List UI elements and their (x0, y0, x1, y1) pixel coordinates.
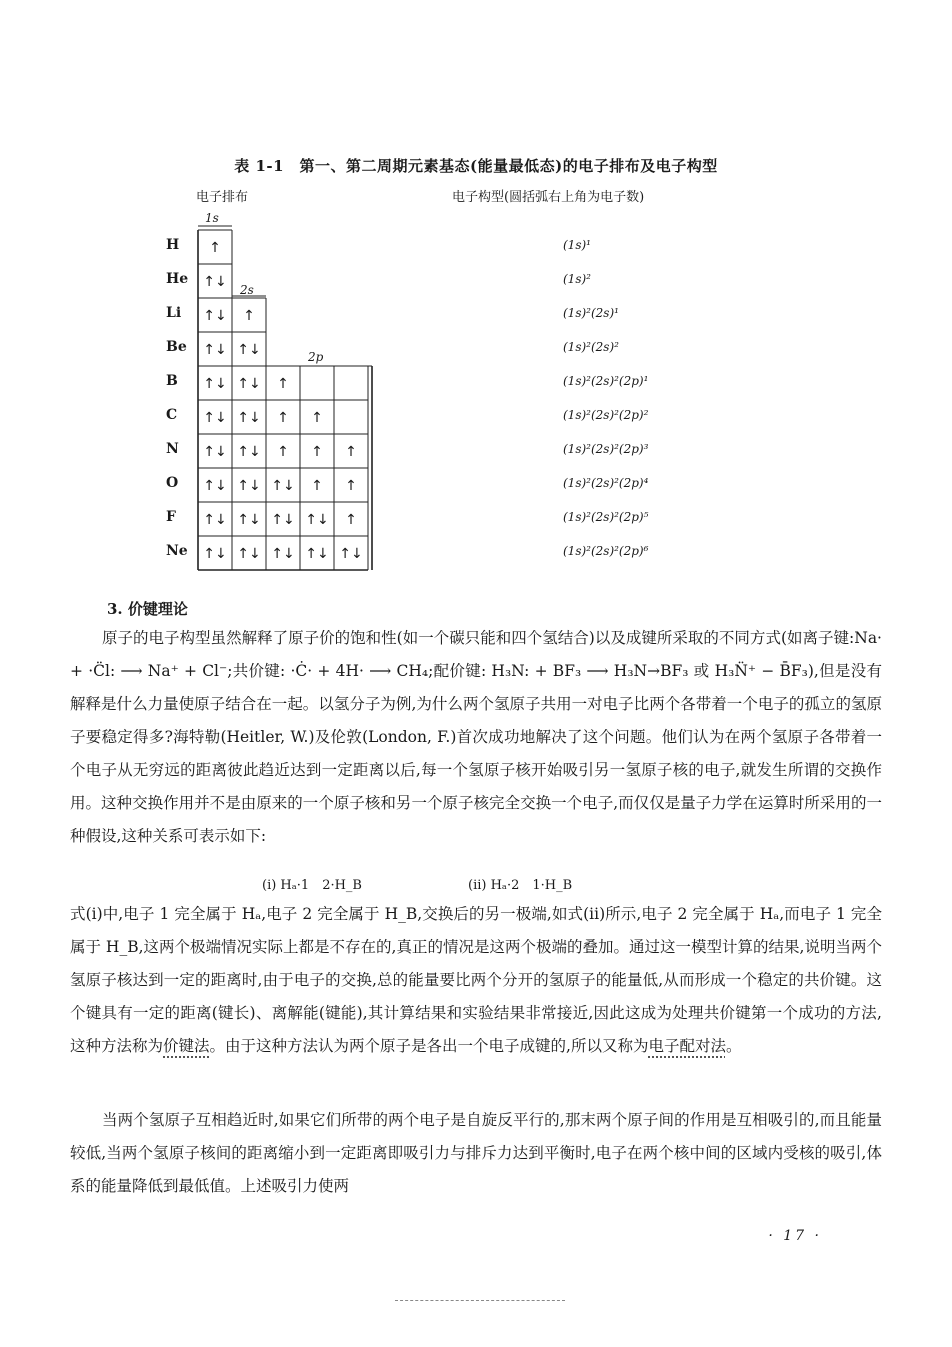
orbital-box-electrons: ↑ (345, 444, 357, 460)
paragraph-2-text-a: 式(i)中,电子 1 完全属于 Hₐ,电子 2 完全属于 H_B,交换后的另一极端,如式(ii)所示,电子 2 完全属于 Hₐ,而电子 1 完全属于 H_B,这两个极端情况实际上都是不存在的,真正的情况是这两个极端的叠加。通过这一模型计算的结果,说明当两个氢原子核达到一定的距离时,由于电子的交换,总的能量要比两个分开的氢原子的能量低,从而形成一个稳定的共价键。这个键具有一定的距离(键长)、离解能(键能),其计算结果和实验结果非常接近,因此这成为处理共价键第一个成功的方法,这种方法称为 (70, 905, 882, 1055)
electron-configuration: (1s)²(2s)¹ (563, 306, 619, 320)
orbital-box-electrons: ↑ (277, 376, 289, 392)
orbital-box-electrons: ↑↓ (237, 512, 261, 528)
element-symbol: He (166, 271, 189, 287)
electron-configuration: (1s)²(2s)²(2p)³ (563, 442, 649, 456)
orbital-box-electrons: ↑↓ (237, 546, 261, 562)
element-symbol: B (166, 373, 178, 389)
orbital-label-2s: 2s (240, 283, 254, 297)
electron-configuration: (1s)²(2s)²(2p)⁴ (563, 476, 649, 490)
electron-configuration: (1s)¹ (563, 238, 591, 252)
orbital-box-electrons: ↑ (277, 410, 289, 426)
orbital-box-electrons: ↑↓ (203, 274, 227, 290)
orbital-box-electrons: ↑↓ (203, 478, 227, 494)
element-symbol: Ne (166, 543, 188, 559)
orbital-box-electrons: ↑↓ (237, 444, 261, 460)
orbital-box-electrons: ↑↓ (271, 478, 295, 494)
element-symbol: O (166, 475, 179, 491)
electron-configuration: (1s)²(2s)²(2p)¹ (563, 374, 649, 388)
page-number: · 17 · (768, 1228, 822, 1244)
orbital-label-2p: 2p (308, 350, 324, 364)
orbital-box-electrons: ↑↓ (237, 342, 261, 358)
left-column-header: 电子排布 (196, 190, 249, 205)
orbital-box-electrons: ↑↓ (237, 410, 261, 426)
orbital-box-electrons: ↑↓ (339, 546, 363, 562)
equation-ii: (ii) Hₐ·2 1·H_B (468, 878, 573, 893)
term-valence-bond-method: 价键法 (163, 1037, 210, 1055)
orbital-box-electrons: ↑↓ (271, 512, 295, 528)
orbital-box-electrons: ↑ (277, 444, 289, 460)
orbital-label-1s: 1s (205, 211, 219, 225)
orbital-box-electrons: ↑↓ (203, 410, 227, 426)
electron-configuration: (1s)² (563, 272, 591, 286)
element-symbol: F (166, 509, 176, 525)
electron-configuration: (1s)²(2s)²(2p)⁵ (563, 510, 649, 524)
orbital-box-electrons: ↑↓ (203, 308, 227, 324)
orbital-box-electrons: ↑ (209, 240, 221, 256)
section-title: 3. 价键理论 (107, 600, 188, 618)
orbital-box-electrons: ↑↓ (203, 444, 227, 460)
orbital-box-electrons: ↑↓ (237, 376, 261, 392)
table-caption: 表 1-1 第一、第二周期元素基态(能量最低态)的电子排布及电子构型 (234, 157, 718, 175)
orbital-box-electrons: ↑ (311, 478, 323, 494)
bottom-rule (395, 1300, 565, 1301)
orbital-box-electrons: ↑↓ (271, 546, 295, 562)
orbital-box-electrons: ↑ (311, 444, 323, 460)
element-symbol: N (166, 441, 179, 457)
orbital-box-electrons: ↑↓ (203, 342, 227, 358)
electron-configuration: (1s)²(2s)²(2p)² (563, 408, 649, 422)
paragraph-2-text-b: 。由于这种方法认为两个原子是各出一个电子成键的,所以又称为 (209, 1037, 649, 1055)
orbital-box-electrons: ↑↓ (203, 376, 227, 392)
orbital-box-electrons: ↑↓ (237, 478, 261, 494)
element-symbol: Be (166, 339, 187, 355)
paragraph-1: 原子的电子构型虽然解释了原子价的饱和性(如一个碳只能和四个氢结合)以及成键所采取的不同方式(如离子键:Na· + ·C̈l: ⟶ Na⁺ + Cl⁻;共价键: ·Ċ· + 4H· ⟶ CH₄;配价键: H₃N: + BF₃ ⟶ H₃N→BF₃ 或 H₃N̈⁺ − B̄F₃),但是没有解释是什么力量使原子结合在一起。以氢分子为例,为什么两个氢原子共用一对电子比两个各带着一个电子的孤立的氢原子要稳定得多?海特勒(Heitler, W.)及伦敦(London, F.)首次成功地解决了这个问题。他们认为在两个氢原子各带着一个电子从无穷远的距离彼此趋近达到一定距离以后,每一个氢原子核开始吸引另一氢原子核的电子,就发生所谓的交换作用。这种交换作用并不是由原来的一个原子核和另一个原子核完全交换一个电子,而仅仅是量子力学在运算时所采用的一种假设,这种关系可表示如下: (70, 629, 882, 845)
orbital-box-electrons: ↑↓ (203, 546, 227, 562)
electron-configuration: (1s)²(2s)²(2p)⁶ (563, 544, 649, 558)
paragraph-3: 当两个氢原子互相趋近时,如果它们所带的两个电子是自旋反平行的,那末两个原子间的作用是互相吸引的,而且能量较低,当两个氢原子核间的距离缩小到一定距离即吸引力与排斥力达到平衡时,电子在两个核中间的区域内受核的吸引,体系的能量降低到最低值。上述吸引力使两 (70, 1111, 882, 1195)
equation-i: (i) Hₐ·1 2·H_B (262, 878, 362, 893)
orbital-box-electrons: ↑ (243, 308, 255, 324)
paragraph-2 (70, 898, 882, 1063)
orbital-box-electrons: ↑ (345, 512, 357, 528)
orbital-box-electrons: ↑ (311, 410, 323, 426)
electron-configuration: (1s)²(2s)² (563, 340, 619, 354)
orbital-box-electrons: ↑↓ (305, 512, 329, 528)
orbital-box-electrons: ↑ (345, 478, 357, 494)
element-symbol: H (166, 237, 180, 253)
paragraph-2-text-c: 。 (725, 1037, 742, 1055)
term-electron-pairing-method: 电子配对法 (648, 1037, 726, 1055)
orbital-box-electrons: ↑↓ (203, 512, 227, 528)
element-symbol: C (166, 407, 178, 423)
right-column-header: 电子构型(圆括弧右上角为电子数) (452, 190, 645, 205)
element-symbol: Li (166, 305, 182, 321)
orbital-box-electrons: ↑↓ (305, 546, 329, 562)
